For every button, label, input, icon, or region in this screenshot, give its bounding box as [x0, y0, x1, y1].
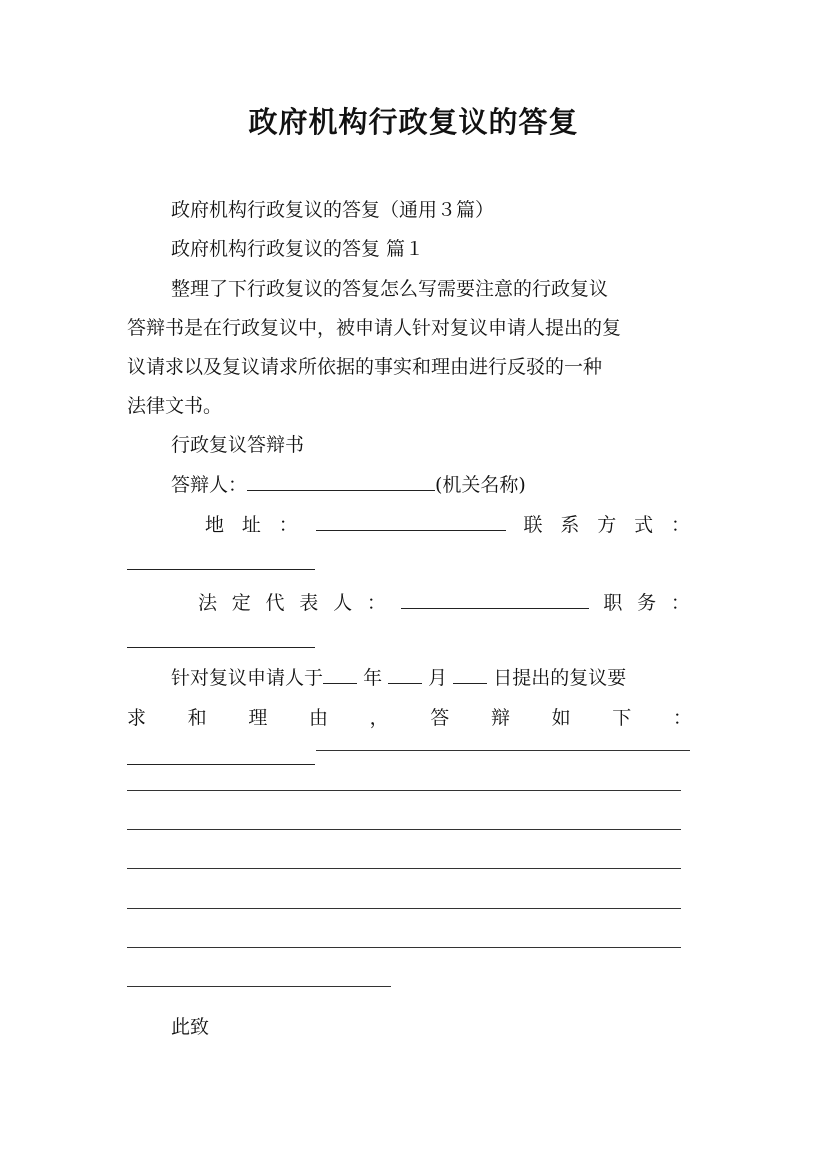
closing-text: 此致: [171, 1016, 210, 1038]
month-blank: [388, 667, 422, 684]
reply-char-5: ，: [369, 707, 389, 729]
section-heading: 政府机构行政复议的答复 篇１: [171, 238, 425, 260]
address-label-1: 地: [205, 514, 225, 536]
contact-label-4: 式: [634, 514, 654, 536]
legal-rep-label-4: 表: [299, 592, 319, 614]
intro-line-2: 答辩书是在行政复议中，被申请人针对复议申请人提出的复: [127, 317, 622, 339]
legal-rep-label-2: 定: [231, 592, 251, 614]
address-blank: [316, 514, 506, 531]
reply-char-7: 辩: [490, 707, 510, 729]
reply-char-8: 如: [551, 707, 571, 729]
intro-line-1: 整理了下行政复议的答复怎么写需要注意的行政复议: [171, 278, 609, 300]
day-suffix: 日提出的复议要: [493, 667, 627, 689]
contact-label-2: 系: [560, 514, 580, 536]
address-label-2: 址: [241, 514, 261, 536]
legal-rep-label-3: 代: [265, 592, 285, 614]
position-blank-row: [127, 631, 702, 652]
position-blank: [127, 631, 315, 648]
reply-char-2: 和: [187, 707, 207, 729]
intro-line-3: 议请求以及复议请求所依据的事实和理由进行反驳的一种: [127, 356, 603, 378]
answer-blank-row: [127, 748, 702, 769]
contact-blank: [127, 553, 315, 570]
month-label: 月: [428, 667, 448, 689]
answer-line-5: [127, 947, 681, 948]
reply-char-3: 理: [248, 707, 268, 729]
answer-blank: [127, 748, 315, 765]
respondent-label: 答辩人：: [171, 474, 248, 496]
respondent-suffix: (机关名称): [435, 474, 526, 496]
respondent-blank: [247, 474, 435, 491]
contact-label-5: ：: [670, 514, 690, 536]
reply-char-10: ：: [672, 707, 692, 729]
form-title: 行政复议答辩书: [171, 434, 305, 456]
answer-line-3: [127, 868, 681, 869]
legal-rep-label-5: 人: [333, 592, 353, 614]
day-blank: [453, 667, 487, 684]
document-title: 政府机构行政复议的答复: [248, 105, 579, 139]
answer-line-0: [316, 750, 690, 751]
address-contact-row: [205, 514, 690, 535]
legal-rep-label-1: 法: [198, 592, 218, 614]
legal-rep-label-6: ：: [366, 592, 386, 614]
legal-rep-row: [198, 592, 690, 613]
year-blank: [323, 667, 357, 684]
reply-char-4: 由: [308, 707, 328, 729]
reply-line-2: [127, 709, 692, 728]
reply-row: [171, 667, 702, 688]
respondent-row: [171, 474, 702, 495]
intro-line-4: 法律文书。: [127, 395, 223, 417]
position-label-3: ：: [670, 592, 690, 614]
document-subtitle: 政府机构行政复议的答复（通用３篇）: [171, 199, 495, 221]
position-label-1: 职: [603, 592, 623, 614]
legal-rep-blank: [401, 592, 589, 609]
answer-line-2: [127, 829, 681, 830]
reply-char-6: 答: [430, 707, 450, 729]
answer-line-6: [127, 986, 391, 987]
position-label-2: 务: [637, 592, 657, 614]
reply-char-9: 下: [612, 707, 632, 729]
address-label-3: ：: [278, 514, 298, 536]
answer-line-1: [127, 790, 681, 791]
contact-label-1: 联: [523, 514, 543, 536]
contact-label-3: 方: [597, 514, 617, 536]
reply-prefix: 针对复议申请人于: [171, 667, 324, 689]
year-label: 年: [363, 667, 383, 689]
contact-blank-row: [127, 553, 702, 574]
reply-char-1: 求: [127, 707, 147, 729]
answer-line-4: [127, 908, 681, 909]
